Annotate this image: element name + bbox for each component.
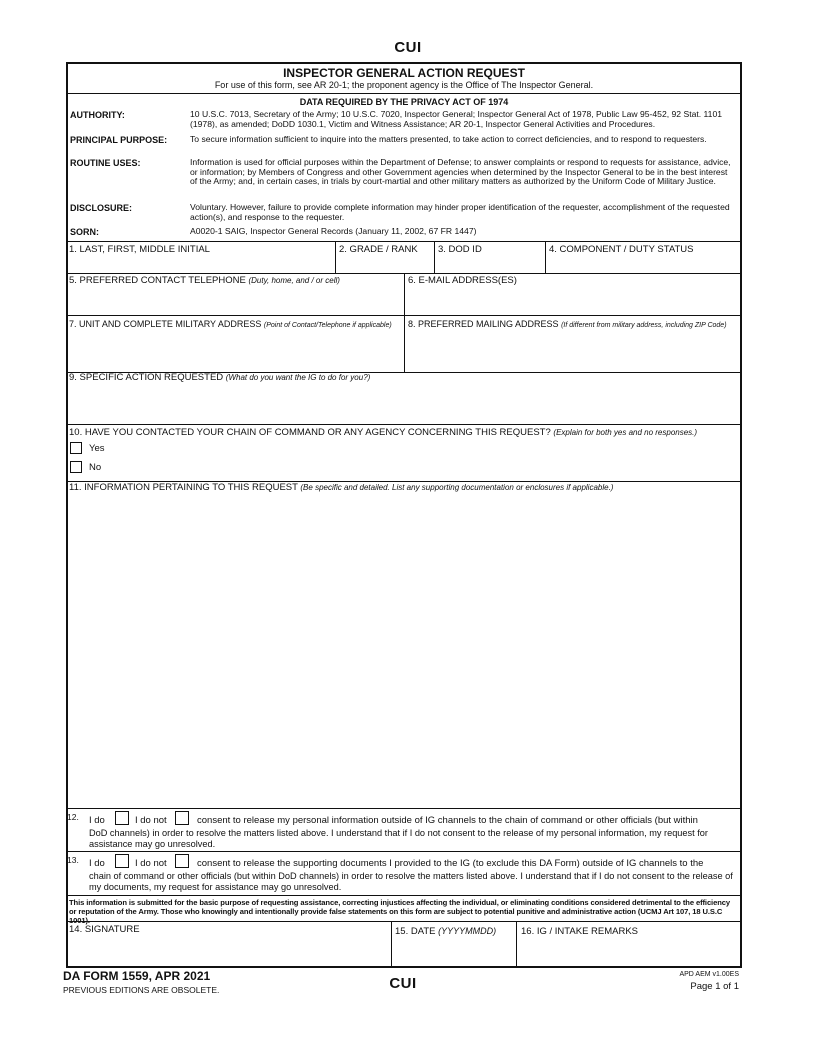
- dod-id-label: 3. DOD ID: [438, 244, 482, 255]
- date-label: 15. DATE (YYYYMMDD): [395, 926, 497, 937]
- consent-12-idonot-label: I do not: [135, 815, 167, 826]
- ig-intake-remarks-field[interactable]: [518, 938, 740, 966]
- ig-intake-remarks-label: 16. IG / INTAKE REMARKS: [521, 926, 639, 937]
- false-statement-notice: This information is submitted for the basic purpose of requesting assistance, correcting injustices affecting the individual, or eliminating conditions considered detrimental to the efficiency or reputation of the Army. Those who knowingly and intentionally provide false statements on this form are subject to potential punitive and administrative action (UCMJ Art 107, 18 U.S.C 1001).: [69, 898, 730, 925]
- divider: [404, 273, 405, 373]
- last-first-mi-label: 1. LAST, FIRST, MIDDLE INITIAL: [69, 244, 210, 255]
- purpose-label: PRINCIPAL PURPOSE:: [70, 135, 168, 145]
- yes-checkbox[interactable]: [70, 442, 82, 454]
- privacy-heading: DATA REQUIRED BY THE PRIVACY ACT OF 1974: [299, 97, 509, 107]
- consent-13-number: 13.: [67, 855, 79, 865]
- grade-rank-field[interactable]: [337, 256, 432, 272]
- specific-action-label: 9. SPECIFIC ACTION REQUESTED (What do you want the IG to do for you?): [69, 372, 371, 383]
- mailing-address-label: 8. PREFERRED MAILING ADDRESS (If different from military address, including ZIP Code): [408, 319, 727, 329]
- consent-13-ido-checkbox[interactable]: [115, 854, 129, 868]
- form-number: DA FORM 1559, APR 2021: [63, 969, 211, 983]
- divider: [66, 315, 742, 316]
- consent-13-idonot-checkbox[interactable]: [175, 854, 189, 868]
- consent-12-ido-checkbox[interactable]: [115, 811, 129, 825]
- contact-telephone-label: 5. PREFERRED CONTACT TELEPHONE (Duty, home, and / or cell): [69, 275, 340, 286]
- email-field[interactable]: [406, 288, 740, 314]
- information-label: 11. INFORMATION PERTAINING TO THIS REQUEST (Be specific and detailed. List any supporting documentation or enclosures if applicable.): [69, 482, 614, 493]
- page-number: Page 1 of 1: [690, 981, 739, 992]
- mailing-address-field[interactable]: [406, 332, 740, 370]
- yes-label: Yes: [89, 443, 105, 454]
- routine-uses-label: ROUTINE USES:: [70, 158, 141, 168]
- consent-13-text-line1: consent to release the supporting documents I provided to the IG (to exclude this DA Form) outside of IG channels to the: [197, 858, 704, 869]
- divider: [335, 241, 336, 273]
- consent-12-number: 12.: [67, 812, 79, 822]
- last-first-mi-field[interactable]: [68, 256, 333, 272]
- component-duty-status-field[interactable]: [547, 256, 740, 272]
- previous-editions-note: PREVIOUS EDITIONS ARE OBSOLETE.: [63, 985, 220, 995]
- divider: [434, 241, 435, 273]
- divider: [66, 895, 742, 896]
- divider: [516, 921, 517, 967]
- form-subtitle: For use of this form, see AR 20-1; the proponent agency is the Office of The Inspector General.: [214, 80, 594, 90]
- divider: [66, 424, 742, 425]
- divider: [66, 93, 742, 94]
- email-label: 6. E-MAIL ADDRESS(ES): [408, 275, 517, 286]
- divider: [391, 921, 392, 967]
- consent-13-idonot-label: I do not: [135, 858, 167, 869]
- consent-12-idonot-checkbox[interactable]: [175, 811, 189, 825]
- no-label: No: [89, 462, 102, 473]
- divider: [66, 808, 742, 809]
- version-label: APD AEM v1.00ES: [679, 971, 739, 978]
- component-duty-status-label: 4. COMPONENT / DUTY STATUS: [549, 244, 694, 255]
- consent-13-ido-label: I do: [89, 858, 105, 869]
- cui-marking-bottom: CUI: [389, 975, 417, 992]
- sorn-text: A0020-1 SAIG, Inspector General Records (January 11, 2002, 67 FR 1447): [190, 226, 477, 236]
- routine-uses-text: Information is used for official purposes within the Department of Defense; to answer complaints or respond to requests for assistance, advice, or information; by Members of Congress and other Government agencies when determined by the Inspector General to be in the best interest of the Army; and, in certain cases, in trials by court-martial and other military matters as authorized by the Uniform Code of Military Justice.: [190, 157, 731, 187]
- chain-of-command-question: 10. HAVE YOU CONTACTED YOUR CHAIN OF COMMAND OR ANY AGENCY CONCERNING THIS REQUEST? (Explain for both yes and no responses.): [69, 427, 698, 438]
- grade-rank-label: 2. GRADE / RANK: [339, 244, 418, 255]
- date-field[interactable]: [393, 938, 514, 966]
- consent-13-text-cont: chain of command or other officials (but within DoD channels) in order to resolve the matters listed above. I understand that if I do not consent to the release of my documents, my request for assistance may go unresolved.: [89, 871, 733, 892]
- consent-12-ido-label: I do: [89, 815, 105, 826]
- authority-text: 10 U.S.C. 7013, Secretary of the Army; 10 U.S.C. 7020, Inspector General; Inspector General Act of 1978, Public Law 95-452, 92 Stat. 1101 (1978), as amended; DoDD 1030.1, Victim and Witness Assistance; AR 20-1, Inspector General Activities and Procedures.: [190, 109, 722, 129]
- sorn-label: SORN:: [70, 227, 99, 237]
- signature-field[interactable]: [68, 938, 389, 966]
- consent-12-text-line1: consent to release my personal information outside of IG channels to the chain of command or other officials (but within: [197, 815, 698, 826]
- divider: [545, 241, 546, 273]
- form-title: INSPECTOR GENERAL ACTION REQUEST: [283, 66, 525, 80]
- disclosure-text: Voluntary. However, failure to provide complete information may hinder proper identification of the requester, accomplishment of the requested action(s), and response to the requester.: [190, 202, 730, 222]
- cui-marking-top: CUI: [394, 39, 422, 56]
- disclosure-label: DISCLOSURE:: [70, 203, 133, 213]
- dod-id-field[interactable]: [436, 256, 543, 272]
- no-checkbox[interactable]: [70, 461, 82, 473]
- military-address-field[interactable]: [68, 332, 402, 370]
- authority-label: AUTHORITY:: [70, 110, 125, 120]
- consent-12-text-cont: DoD channels) in order to resolve the matters listed above. I understand that if I do not consent to the release of my personal information, my request for assistance may go unresolved.: [89, 828, 708, 849]
- military-address-label: 7. UNIT AND COMPLETE MILITARY ADDRESS (Point of Contact/Telephone if applicable): [69, 319, 392, 329]
- contact-telephone-field[interactable]: [68, 288, 402, 314]
- divider: [66, 921, 742, 922]
- purpose-text: To secure information sufficient to inquire into the matters presented, to take action to correct deficiencies, and to respond to requesters.: [190, 134, 707, 144]
- divider: [66, 241, 742, 242]
- divider: [66, 851, 742, 852]
- specific-action-field[interactable]: [68, 385, 740, 421]
- information-textarea[interactable]: [68, 496, 740, 806]
- signature-label: 14. SIGNATURE: [69, 924, 140, 935]
